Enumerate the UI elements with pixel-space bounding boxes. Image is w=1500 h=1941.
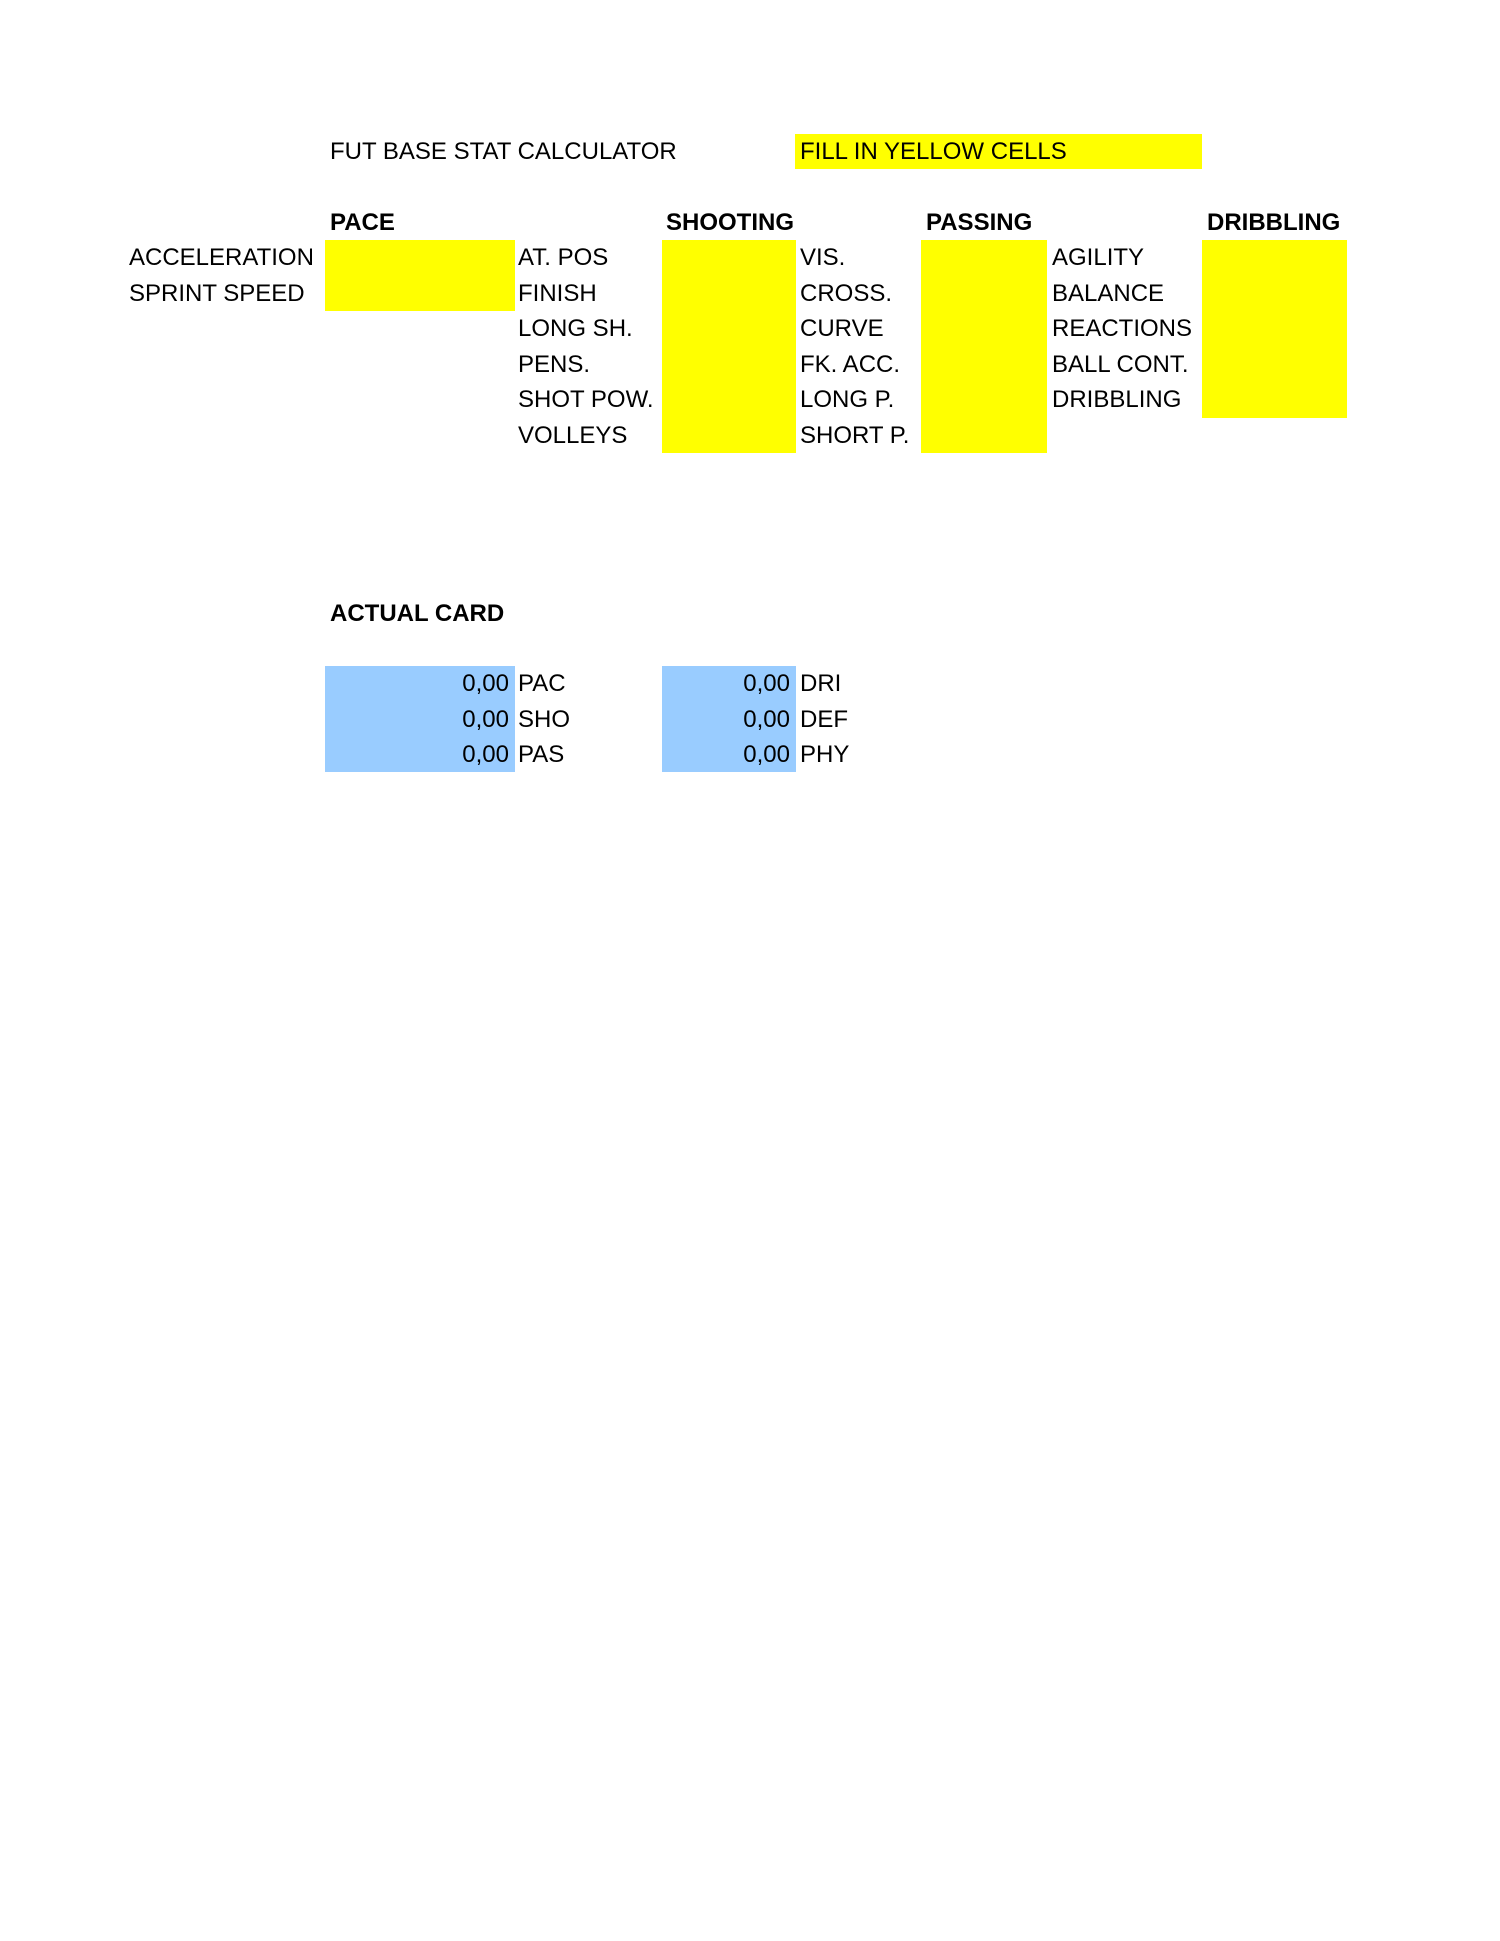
card-label-def: DEF <box>800 706 848 733</box>
pace-input-cells[interactable] <box>325 240 515 311</box>
stat-label-long-sh: LONG SH. <box>518 315 633 342</box>
stat-label-cross: CROSS. <box>800 280 893 307</box>
stat-label-dribbling: DRIBBLING <box>1052 386 1182 413</box>
card-label-pas: PAS <box>518 741 565 768</box>
stat-label-vis: VIS. <box>800 244 846 271</box>
stat-label-balance: BALANCE <box>1052 280 1165 307</box>
card-value-phy: 0,00 <box>743 741 790 768</box>
stat-label-at-pos: AT. POS <box>518 244 609 271</box>
stat-label-finish: FINISH <box>518 280 597 307</box>
shooting-input-cells[interactable] <box>662 240 796 453</box>
stat-label-long-p: LONG P. <box>800 386 895 413</box>
stat-label-curve: CURVE <box>800 315 884 342</box>
card-label-dri: DRI <box>800 670 842 697</box>
card-value-pac: 0,00 <box>462 670 509 697</box>
card-value-def: 0,00 <box>743 706 790 733</box>
card-label-phy: PHY <box>800 741 850 768</box>
actual-card-title: ACTUAL CARD <box>330 600 505 627</box>
card-value-pas: 0,00 <box>462 741 509 768</box>
stat-label-reactions: REACTIONS <box>1052 315 1193 342</box>
stat-label-shot-pow: SHOT POW. <box>518 386 654 413</box>
stat-label-agility: AGILITY <box>1052 244 1145 271</box>
passing-input-cells[interactable] <box>921 240 1047 453</box>
stat-label-volleys: VOLLEYS <box>518 422 628 449</box>
card-label-pac: PAC <box>518 670 566 697</box>
card-value-sho: 0,00 <box>462 706 509 733</box>
page-title: FUT BASE STAT CALCULATOR <box>330 138 677 165</box>
card-value-dri: 0,00 <box>743 670 790 697</box>
section-header-pace: PACE <box>330 209 395 236</box>
stat-label-acceleration: ACCELERATION <box>129 244 314 271</box>
section-header-shooting: SHOOTING <box>666 209 795 236</box>
stat-label-short-p: SHORT P. <box>800 422 910 449</box>
stat-label-pens: PENS. <box>518 351 591 378</box>
card-label-sho: SHO <box>518 706 571 733</box>
stat-label-ball-cont: BALL CONT. <box>1052 351 1189 378</box>
section-header-passing: PASSING <box>926 209 1033 236</box>
stat-label-fk-acc: FK. ACC. <box>800 351 901 378</box>
instruction-text: FILL IN YELLOW CELLS <box>800 138 1067 165</box>
dribbling-input-cells[interactable] <box>1202 240 1347 418</box>
stat-label-sprint-speed: SPRINT SPEED <box>129 280 305 307</box>
section-header-dribbling: DRIBBLING <box>1207 209 1341 236</box>
